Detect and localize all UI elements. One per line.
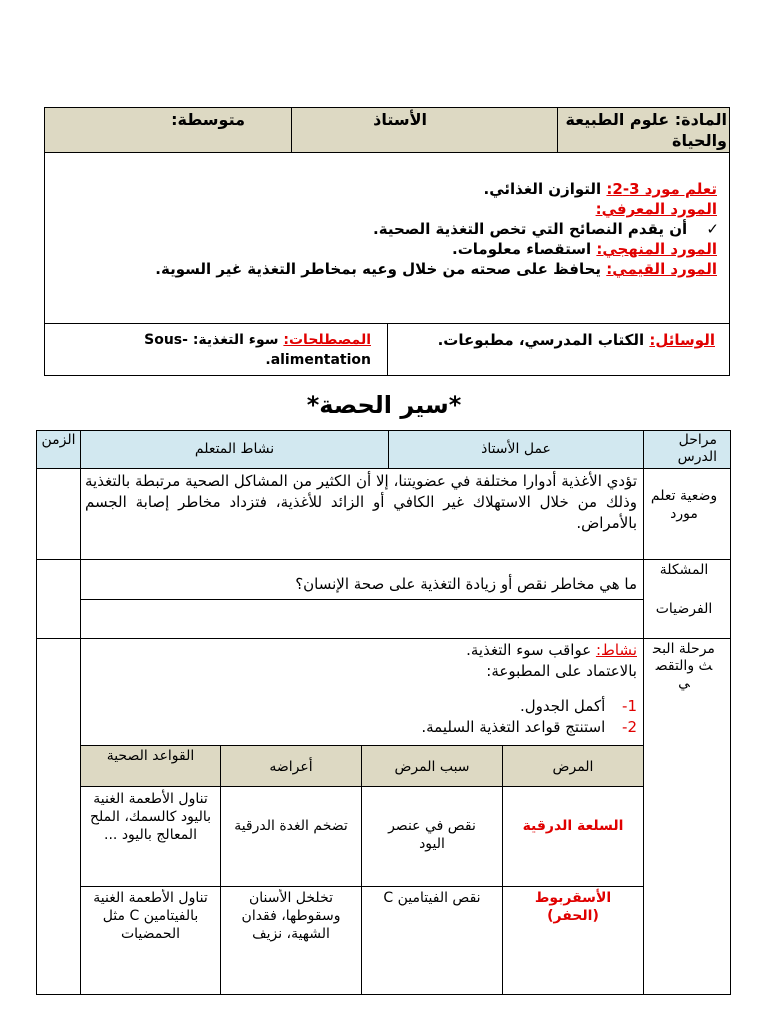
stage-problem: المشكلة <box>659 562 709 578</box>
header-teacher: عمل الأستاذ <box>481 441 551 457</box>
dt-row1-rules: تناول الأطعمة الغنية باليود كالسمك، الملح المعالج باليود ... <box>89 791 212 843</box>
header-time: الزمن <box>41 432 76 448</box>
activity-label: نشاط: <box>595 641 637 659</box>
dt-row1-cause: نقص في عنصر اليود <box>388 818 476 852</box>
dt-row1-disease: السلعة الدرقية <box>522 818 624 834</box>
resources-box <box>44 152 730 324</box>
cognitive-item-text: أن يقدم النصائح التي تخص التغذية الصحية. <box>373 220 688 238</box>
task-2 <box>85 717 637 737</box>
basis-line: بالاعتماد على المطبوعة: <box>486 662 637 680</box>
dt-row2-disease: الأسقربوط (الحفر) <box>534 890 612 924</box>
task-2-num: 2- <box>622 718 637 736</box>
dt-header-rules: القواعد الصحية <box>106 748 195 764</box>
dt-row2-cause: نقص الفيتامين C <box>383 890 481 906</box>
terms-value: سوء التغذية: Sous-alimentation. <box>144 332 371 368</box>
teacher-label: الأستاذ <box>373 110 427 129</box>
means-label: الوسائل: <box>649 331 715 349</box>
header-stage: مراحل الدرس <box>677 432 717 465</box>
school-label: متوسطة: <box>171 110 245 129</box>
value-label: المورد القيمي: <box>606 260 717 278</box>
dt-row2-rules: تناول الأطعمة الغنية بالفيتامين C مثل الحمضيات <box>93 890 208 942</box>
terms-cell <box>49 330 371 370</box>
method-line <box>57 239 717 259</box>
check-icon: ✓ <box>706 220 719 238</box>
subject-cell <box>559 109 727 151</box>
subject-label: المادة: <box>674 110 727 129</box>
cognitive-label: المورد المعرفي: <box>595 200 717 218</box>
terms-label: المصطلحات: <box>283 332 371 348</box>
task-1-num: 1- <box>622 697 637 715</box>
value-value: يحافظ على صحته من خلال وعيه بمخاطر التغذية غير السوية. <box>155 260 602 278</box>
task-1 <box>85 696 637 716</box>
stage-situation: وضعية تعلم مورد <box>650 488 718 522</box>
resource-title-value: التوازن الغذائي. <box>483 180 602 198</box>
stage-hypotheses: الفرضيات <box>655 601 713 617</box>
task-2-text: استنتج قواعد التغذية السليمة. <box>421 718 606 736</box>
activity-line <box>85 640 637 660</box>
means-cell <box>391 330 715 350</box>
session-title: *سير الحصة* <box>306 391 462 419</box>
tools-row <box>44 323 730 376</box>
subject-value: علوم الطبيعة والحياة <box>565 110 727 150</box>
means-value: الكتاب المدرسي، مطبوعات. <box>437 331 645 349</box>
cognitive-line <box>57 199 717 219</box>
dt-header-symptoms: أعراضه <box>269 759 313 775</box>
situation-text: تؤدي الأغذية أدوارا مختلفة في عضويتنا، إلا أن الكثير من المشاكل الصحية مرتبطة بالتغذية وذلك من خلال الاستهلاك غير الكافي أو الزائد للأغذية، فتزداد مخاطر إصابة الجسم بالأمراض. <box>85 472 637 532</box>
cognitive-item <box>59 219 719 239</box>
header-learner: نشاط المتعلم <box>194 441 275 457</box>
plan-table <box>36 430 731 995</box>
resource-title-line <box>57 179 717 199</box>
dt-row2-symptoms: تخلخل الأسنان وسقوطها، فقدان الشهية، نزيف <box>241 890 341 942</box>
header-table <box>44 107 730 153</box>
resource-title-label: تعلم مورد 3-2: <box>606 180 717 198</box>
method-value: استقصاء معلومات. <box>452 240 592 258</box>
dt-header-disease: المرض <box>552 759 594 775</box>
disease-table <box>81 745 643 994</box>
dt-row1-symptoms: تضخم الغدة الدرقية <box>234 818 348 834</box>
dt-header-cause: سبب المرض <box>394 759 470 775</box>
method-label: المورد المنهجي: <box>596 240 717 258</box>
activity-value: عواقب سوء التغذية. <box>466 641 592 659</box>
value-line <box>47 259 717 280</box>
stage-research: مرحلة البحث والتقصي <box>653 641 715 691</box>
task-1-text: أكمل الجدول. <box>519 697 606 715</box>
problem-text: ما هي مخاطر نقص أو زيادة التغذية على صحة الإنسان؟ <box>295 575 637 593</box>
